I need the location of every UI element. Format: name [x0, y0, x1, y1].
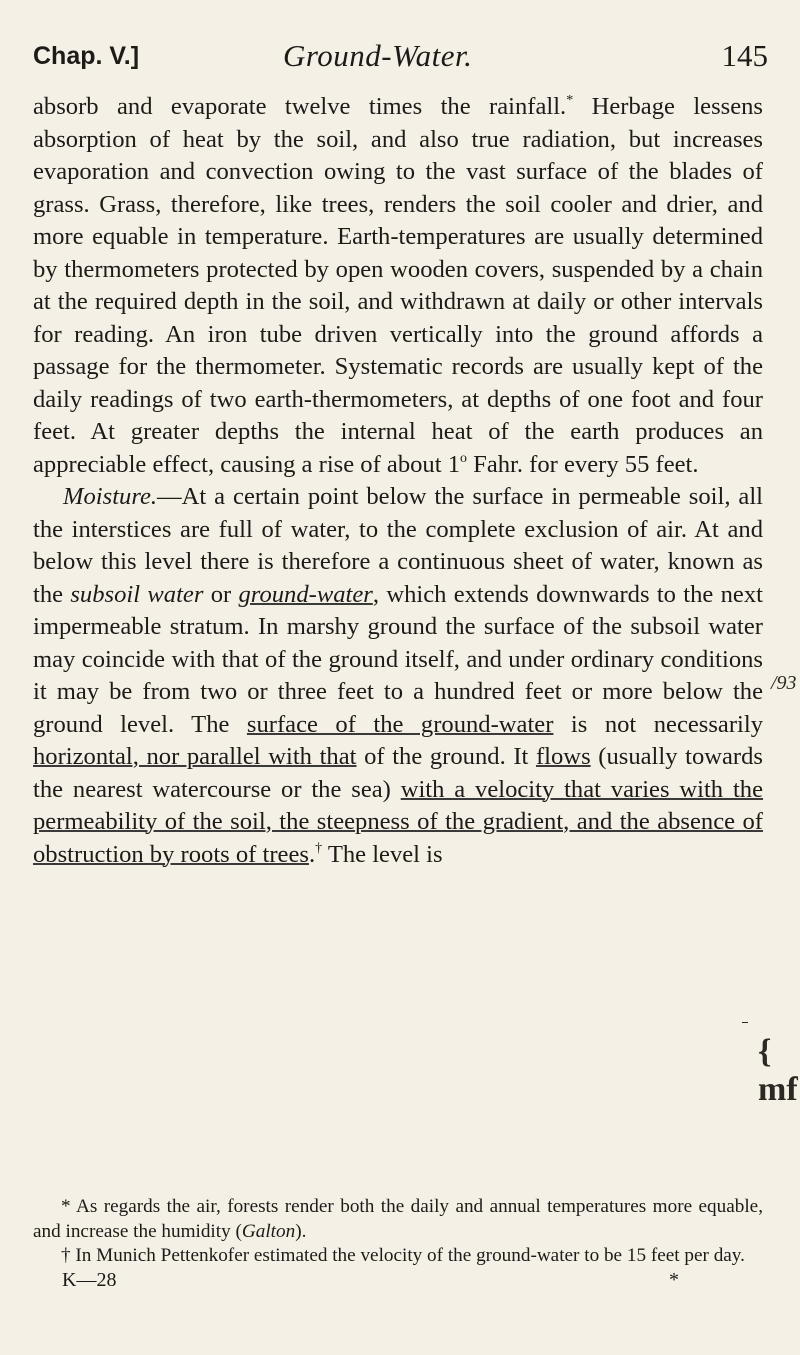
paragraph-1-text-b: Herbage lessens absorption of heat by the soil, and also true radiation, but increases evaporation and convection owing to the vast surface of the blades of grass. Grass, therefore, like trees, renders the soil cooler and drier, and more equable in temperature. Earth-temperatures are usually determined by thermometers protected by open wooden covers, suspended by a chain at the required depth in the soil, and withdrawn at daily or other intervals for reading. An iron tube driven vertically into the ground affords a passage for the thermometer. Systematic records are usually kept of the daily readings of two earth-thermometers, at depths of one foot and four feet. At greater depths the internal heat of the earth produces an appreciable effect, causing a rise of about 1	[33, 93, 764, 478]
paragraph-2-text-d: of the ground. It	[356, 743, 536, 770]
margin-annotation-2: { mf	[758, 1033, 798, 1108]
footnote-marker-asterisk: *	[566, 93, 574, 108]
degree-symbol: o	[460, 450, 468, 466]
footnote-1-text-b: ).	[295, 1220, 307, 1242]
signature-mark: K—28	[62, 1269, 117, 1291]
footnote-marker-dagger: †	[315, 840, 323, 856]
term-ground-water: ground-water	[238, 580, 373, 608]
footnote-1-citation: Galton	[241, 1220, 296, 1242]
running-title: Ground-Water.	[283, 38, 473, 73]
paragraph-2-text-c: is not necessarily	[553, 710, 764, 738]
margin-tick	[742, 1022, 748, 1023]
paragraph-1-text-c: Fahr. for every 55 feet.	[467, 450, 699, 478]
paragraph-1-text-a: absorb and evaporate twelve times the rainfall.	[33, 93, 567, 120]
section-heading-moisture: Moisture.	[63, 483, 158, 510]
footnotes	[33, 1195, 763, 1269]
paragraph-2-text-g: The level is	[322, 840, 443, 868]
signature-asterisk: *	[669, 1269, 679, 1291]
footnote-1	[33, 1195, 763, 1244]
underlined-phrase-4: with a velocity that varies with the permeability of the soil, the steepness of the gradient, and the absence of obstruction by roots of trees	[33, 775, 763, 868]
page-number: 145	[721, 38, 768, 73]
margin-annotation-1: /93	[771, 672, 797, 694]
running-header	[33, 38, 768, 78]
underlined-phrase-1: surface of the ground-water	[246, 710, 554, 738]
chapter-label: Chap. V.]	[33, 42, 140, 70]
signature-line	[62, 1269, 762, 1297]
paragraph-2	[33, 481, 763, 871]
paragraph-2-text-e: (usually towards the nearest watercourse or the sea)	[33, 743, 763, 803]
underlined-phrase-3: flows	[535, 743, 591, 770]
footnote-1-text-a: * As regards the air, forests render both the daily and annual temperatures more equable, and increase the humidity (	[33, 1196, 763, 1242]
paragraph-2-text-a: —At a certain point below the surface in permeable soil, all the interstices are full of water, to the complete exclusion of air. At and below this level there is therefore a continuous sheet of water, known as the	[33, 483, 763, 608]
paragraph-2-text-f: .	[308, 840, 316, 868]
underlined-phrase-2: horizontal, nor parallel with that	[33, 743, 357, 770]
paragraph-2-text-b: , which extends downwards to the next impermeable stratum. In marshy ground the surface of the subsoil water may coincide with that of the ground itself, and under ordinary conditions it may be from two or three feet to a hundred feet or more below the ground level. The	[33, 580, 763, 738]
footnote-2: † In Munich Pettenkofer estimated the velocity of the ground-water to be 15 feet per day.	[61, 1245, 745, 1266]
paragraph-1	[33, 91, 763, 481]
term-subsoil-water: subsoil water	[70, 580, 204, 608]
body-text	[33, 91, 763, 871]
paragraph-2-or: or	[203, 580, 239, 608]
